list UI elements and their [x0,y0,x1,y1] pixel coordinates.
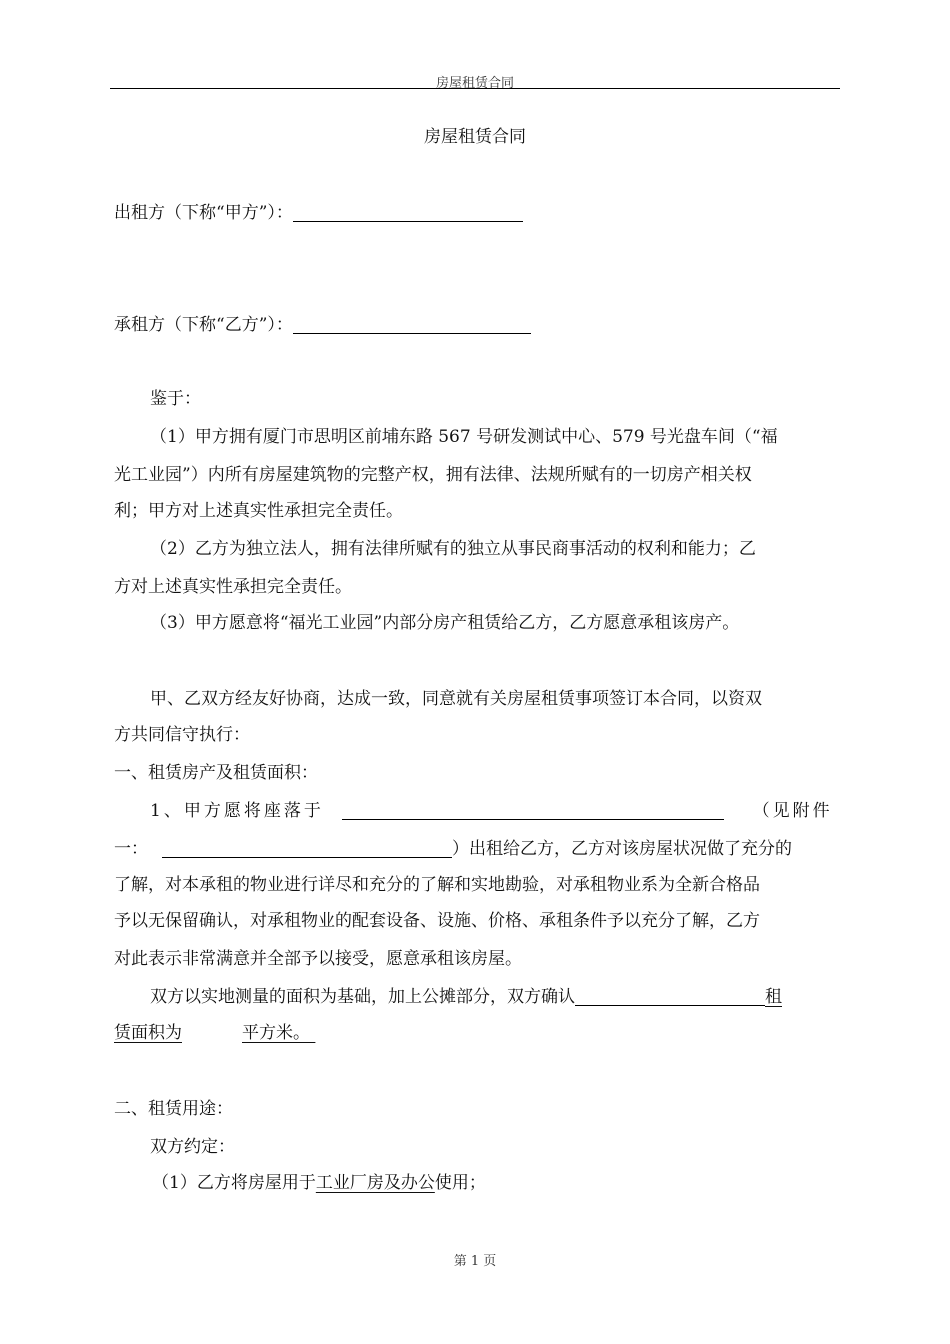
section1-item1-line1 [150,796,833,821]
use-end: 使用； [434,1173,486,1193]
lessor-blank[interactable] [293,201,523,222]
section2-agreed: 双方约定： [150,1137,235,1157]
section1-item1-line2 [114,834,792,859]
area-start: 双方以实地测量的面积为基础，加上公摊部分，双方确认 [150,987,575,1007]
recital3-line: （3）甲方愿意将“福光工业园”内部分房产租赁给乙方，乙方愿意承租该房产。 [150,613,740,633]
section1-heading: 一、租赁房产及租赁面积： [114,763,318,783]
page-title: 房屋租赁合同 [424,127,526,147]
page-number [0,1250,950,1269]
item1-end: （见附件 [752,801,833,821]
section1-line4: 予以无保留确认，对承租物业的配套设备、设施、价格、承租条件予以充分了解，乙方 [114,911,760,931]
recital2-line2: 方对上述真实性承担完全责任。 [114,577,352,597]
annex-blank[interactable] [162,837,452,858]
recital2-line1: （2）乙方为独立法人，拥有法律所赋有的独立从事民商事活动的权利和能力；乙 [150,539,756,559]
running-header: 房屋租赁合同 [435,76,514,91]
section1-line5: 对此表示非常满意并全部予以接受，愿意承租该房屋。 [114,949,522,969]
area-blank[interactable] [575,985,765,1006]
lessee-blank[interactable] [293,313,531,334]
annex-label: 一： [114,839,148,859]
lessor-label: 出租方（下称“甲方”）： [114,203,293,223]
item1-line2-end: ）出租给乙方，乙方对该房屋状况做了充分的 [452,839,792,859]
lessee-label: 承租方（下称“乙方”）： [114,315,293,335]
use-start: （1）乙方将房屋用于 [152,1173,316,1193]
recital1-line2: 光工业园”）内所有房屋建筑物的完整产权，拥有法律、法规所赋有的一切房产相关权 [114,465,752,485]
area-line1 [150,982,782,1007]
section2-heading: 二、租赁用途： [114,1099,233,1119]
item1-start: 1、甲方愿将座落于 [150,801,324,821]
area-unit: 平方米。 [242,1023,310,1043]
area-value-blank[interactable] [182,1023,242,1043]
area-line2 [114,1018,315,1043]
header-rule [110,88,840,89]
page-number-value: 1 [470,1254,480,1269]
location-blank[interactable] [342,799,724,820]
area-end: 租 [765,987,782,1007]
lessor-line [114,198,523,223]
agreement-line1: 甲、乙双方经友好协商，达成一致，同意就有关房屋租赁事项签订本合同，以资双 [150,689,762,709]
agreement-line2: 方共同信守执行： [114,725,250,745]
section2-item1 [152,1168,486,1193]
lessee-line [114,310,531,335]
page-prefix: 第 [453,1254,467,1269]
recital1-line1: （1）甲方拥有厦门市思明区前埔东路 567 号研发测试中心、579 号光盘车间（“福 [150,427,778,447]
use-value: 工业厂房及办公 [315,1173,435,1193]
whereas-heading: 鉴于： [150,389,201,409]
page-suffix: 页 [483,1254,497,1269]
recital1-line3: 利；甲方对上述真实性承担完全责任。 [114,501,403,521]
area-label: 赁面积为 [114,1023,182,1043]
section1-line3: 了解，对本承租的物业进行详尽和充分的了解和实地勘验，对承租物业系为全新合格品 [114,875,760,895]
